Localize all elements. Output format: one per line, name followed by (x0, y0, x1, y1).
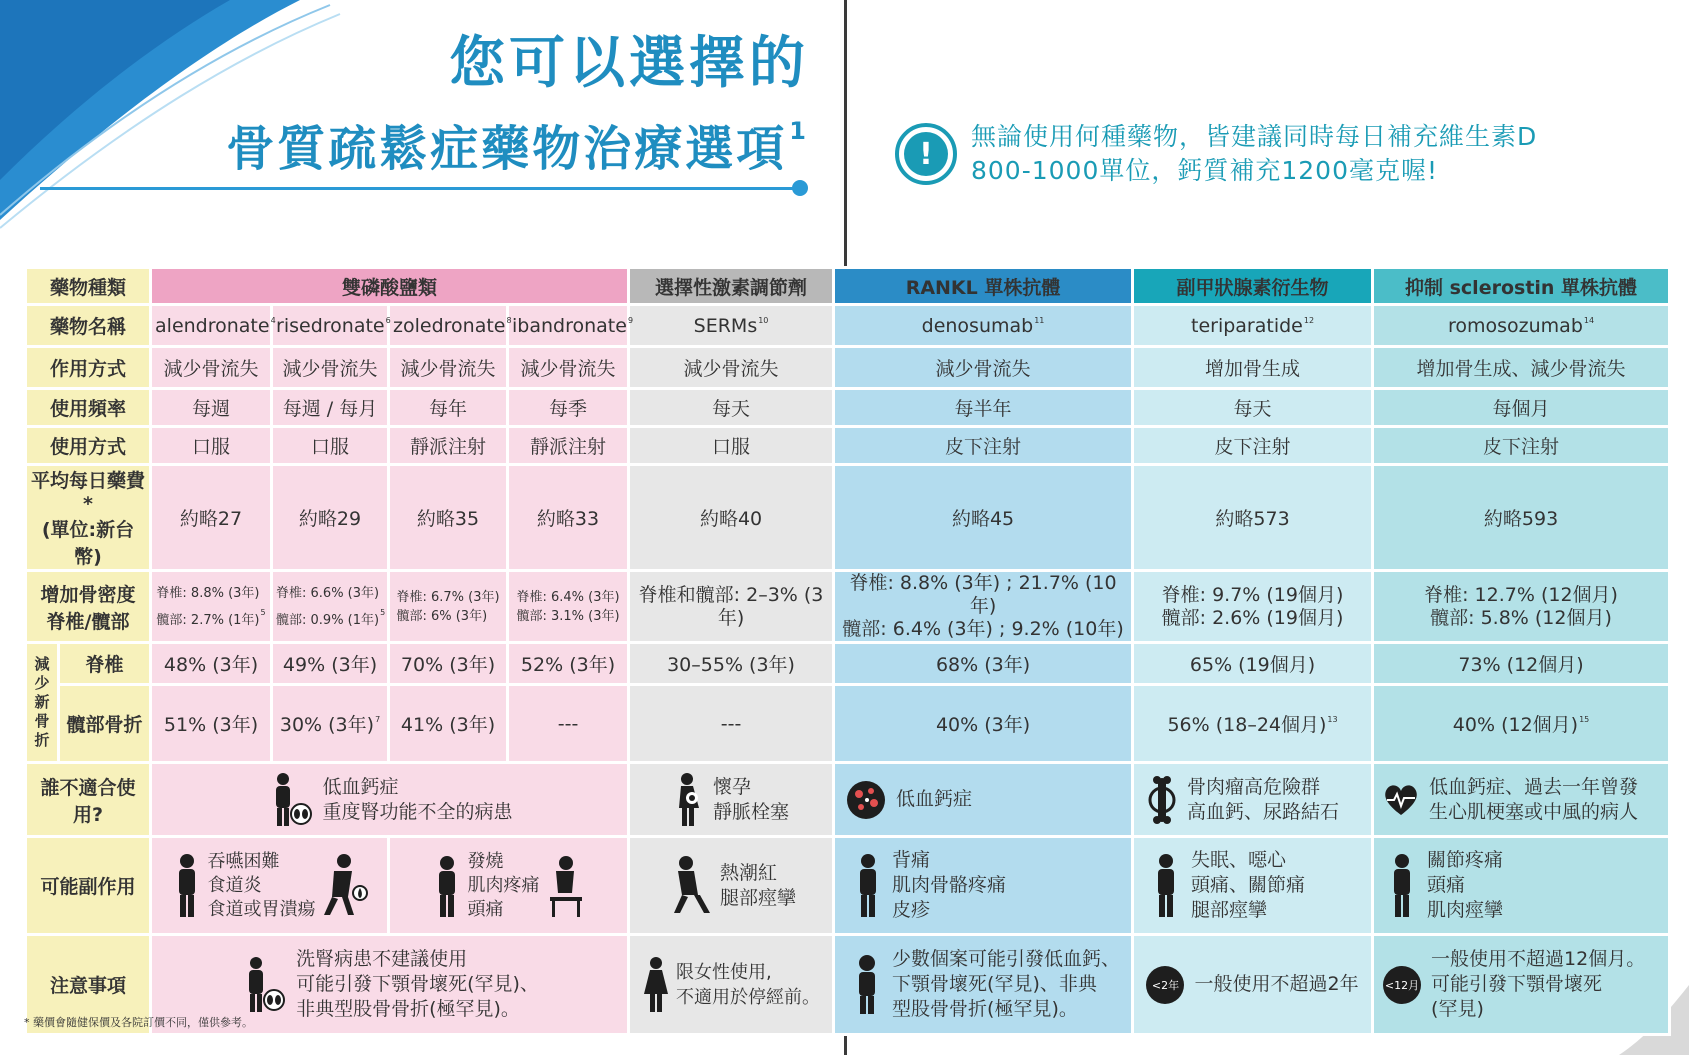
blood-cell-icon (846, 780, 886, 820)
hip-cell: 30% (3年)$^7$ (272, 685, 389, 763)
header-caution: 注意事項 (26, 935, 151, 1035)
drug-name: romosozumab$^{14}$ (1373, 305, 1670, 347)
cost-cell: 約略27 (151, 465, 272, 571)
header-contra: 誰不適合使用? (26, 763, 151, 837)
spine-cell: 68% (3年) (834, 643, 1133, 685)
side-deno: 背痛 肌肉骨骼疼痛 皮疹 (834, 837, 1133, 935)
hip-cell: 51% (3年) (151, 685, 272, 763)
title-line-2: 骨質疏鬆症藥物治療選項$^1$ (226, 117, 809, 177)
cost-cell: 約略593 (1373, 465, 1670, 571)
mechanism-cell: 減少骨流失 (629, 347, 834, 389)
row-drug-name (26, 305, 1670, 347)
mechanism-cell: 增加骨生成、減少骨流失 (1373, 347, 1670, 389)
contra-teri: 骨肉瘤高危險群 高血鈣、尿路結石 (1133, 763, 1373, 837)
pregnant-icon (673, 772, 703, 828)
frequency-cell: 每年 (389, 389, 508, 427)
row-route (26, 427, 1670, 465)
contra-bis: 低血鈣症 重度腎功能不全的病患 (151, 763, 629, 837)
row-frequency (26, 389, 1670, 427)
header-hip: 髖部骨折 (59, 685, 151, 763)
heart-icon (1383, 783, 1419, 817)
header-fracture-group: 減 少 新 骨 折 (26, 643, 59, 763)
contra-deno: 低血鈣症 (834, 763, 1133, 837)
duration-badge-icon: <2年 (1146, 966, 1184, 1004)
row-spine-fracture (26, 643, 1670, 685)
caution-teri: <2年 一般使用不超過2年 (1133, 935, 1373, 1035)
spine-cell: 30–55% (3年) (629, 643, 834, 685)
treatment-table (24, 266, 1671, 1036)
route-cell: 皮下注射 (1373, 427, 1670, 465)
header-category: 藥物種類 (26, 268, 151, 305)
row-bmd (26, 571, 1670, 643)
page-title (226, 30, 809, 182)
frequency-cell: 每半年 (834, 389, 1133, 427)
spine-cell: 49% (3年) (272, 643, 389, 685)
mechanism-cell: 減少骨流失 (834, 347, 1133, 389)
title-underline-dot (792, 180, 808, 196)
route-cell: 靜派注射 (389, 427, 508, 465)
category-bisphosphonates: 雙磷酸鹽類 (151, 268, 629, 305)
category-rankl: RANKL 單株抗體 (834, 268, 1133, 305)
hip-cell: 41% (3年) (389, 685, 508, 763)
route-cell: 靜派注射 (508, 427, 629, 465)
row-cost (26, 465, 1670, 571)
header-frequency: 使用頻率 (26, 389, 151, 427)
cost-cell: 約略40 (629, 465, 834, 571)
spine-cell: 48% (3年) (151, 643, 272, 685)
hip-cell: --- (508, 685, 629, 763)
cost-cell: 約略45 (834, 465, 1133, 571)
spine-cell: 73% (12個月) (1373, 643, 1670, 685)
bmd-cell: 脊椎和髖部: 2–3% (3年) (629, 571, 834, 643)
drug-name: teriparatide$^{12}$ (1133, 305, 1373, 347)
title-ref: 1 (789, 117, 809, 145)
route-cell: 口服 (151, 427, 272, 465)
frequency-cell: 每週 (151, 389, 272, 427)
notice-box (895, 120, 1537, 188)
person-heartburn-icon (322, 853, 368, 919)
drug-name: denosumab$^{11}$ (834, 305, 1133, 347)
person-jaw-icon (852, 954, 882, 1016)
route-cell: 口服 (272, 427, 389, 465)
person-sitting-pain-icon (546, 853, 586, 919)
mechanism-cell: 減少骨流失 (151, 347, 272, 389)
woman-icon (642, 956, 670, 1014)
cost-cell: 約略35 (389, 465, 508, 571)
header-spine: 脊椎 (59, 643, 151, 685)
bmd-cell: 脊椎: 8.8% (3年) ; 21.7% (10年) 髖部: 6.4% (3年) ; 9.2% (10年) (834, 571, 1133, 643)
route-cell: 口服 (629, 427, 834, 465)
header-cost: 平均每日藥費* (單位:新台幣) (26, 465, 151, 571)
header-name: 藥物名稱 (26, 305, 151, 347)
caution-deno: 少數個案可能引發低血鈣、 下顎骨壞死(罕見)、非典 型股骨骨折(極罕見)。 (834, 935, 1133, 1035)
frequency-cell: 每週 / 每月 (272, 389, 389, 427)
side-serms: 熱潮紅 腿部痙攣 (629, 837, 834, 935)
person-cramp-icon (666, 855, 710, 917)
side-iv: 發燒 肌肉疼痛 頭痛 (389, 837, 629, 935)
row-mechanism (26, 347, 1670, 389)
header-side: 可能副作用 (26, 837, 151, 935)
side-teri: 失眠、噁心 頭痛、關節痛 腿部痙攣 (1133, 837, 1373, 935)
drug-name: SERMs$^{10}$ (629, 305, 834, 347)
route-cell: 皮下注射 (1133, 427, 1373, 465)
footnote: * 藥價會隨健保價及各院訂價不同，僅供參考。 (24, 1016, 253, 1029)
side-romo: 關節疼痛 頭痛 肌肉痙攣 (1373, 837, 1670, 935)
mechanism-cell: 增加骨生成 (1133, 347, 1373, 389)
bmd-cell: 脊椎: 6.7% (3年) 髖部: 6% (3年) (389, 571, 508, 643)
spine-cell: 65% (19個月) (1133, 643, 1373, 685)
notice-text: 無論使用何種藥物，皆建議同時每日補充維生素D 800-1000單位，鈣質補充1200毫克喔! (971, 122, 1538, 185)
drug-name: ibandronate$^9$ (508, 305, 629, 347)
side-oral: 吞嚥困難 食道炎 食道或胃潰瘍 (151, 837, 389, 935)
title-line-1: 您可以選擇的 (449, 31, 809, 96)
person-back-pain-icon (852, 853, 882, 919)
contra-romo: 低血鈣症、過去一年曾發 生心肌梗塞或中風的病人 (1373, 763, 1670, 837)
header-route: 使用方式 (26, 427, 151, 465)
bmd-cell: 脊椎: 8.8% (3年) 髖部: 2.7% (1年)$^5$ (151, 571, 272, 643)
cost-cell: 約略573 (1133, 465, 1373, 571)
row-cautions (26, 935, 1670, 1035)
frequency-cell: 每個月 (1373, 389, 1670, 427)
route-cell: 皮下注射 (834, 427, 1133, 465)
hip-cell: 40% (12個月)$^{15}$ (1373, 685, 1670, 763)
category-serms: 選擇性激素調節劑 (629, 268, 834, 305)
title-underline (40, 187, 800, 190)
frequency-cell: 每天 (1133, 389, 1373, 427)
person-kidney-icon (267, 772, 313, 828)
row-hip-fracture (26, 685, 1670, 763)
exclamation-icon: ! (895, 123, 957, 185)
contra-serms: 懷孕 靜脈栓塞 (629, 763, 834, 837)
bmd-cell: 脊椎: 6.6% (3年) 髖部: 0.9% (1年)$^5$ (272, 571, 389, 643)
hip-cell: --- (629, 685, 834, 763)
drug-name: risedronate$^6$ (272, 305, 389, 347)
row-contraindications (26, 763, 1670, 837)
category-sclerostin: 抑制 sclerostin 單株抗體 (1373, 268, 1670, 305)
duration-badge-icon: <12月 (1383, 966, 1421, 1004)
category-pth: 副甲狀腺素衍生物 (1133, 268, 1373, 305)
frequency-cell: 每天 (629, 389, 834, 427)
drug-name: zoledronate$^8$ (389, 305, 508, 347)
person-pain-icon (172, 853, 202, 919)
row-side-effects (26, 837, 1670, 935)
hip-cell: 40% (3年) (834, 685, 1133, 763)
person-kidney-icon (240, 956, 286, 1014)
frequency-cell: 每季 (508, 389, 629, 427)
header-mechanism: 作用方式 (26, 347, 151, 389)
mechanism-cell: 減少骨流失 (508, 347, 629, 389)
spine-cell: 52% (3年) (508, 643, 629, 685)
bmd-cell: 脊椎: 12.7% (12個月) 髖部: 5.8% (12個月) (1373, 571, 1670, 643)
row-category (26, 268, 1670, 305)
caution-romo: <12月 一般使用不超過12個月。 可能引發下顎骨壞死 (罕見) (1373, 935, 1670, 1035)
caution-serms: 限女性使用, 不適用於停經前。 (629, 935, 834, 1035)
mechanism-cell: 減少骨流失 (272, 347, 389, 389)
spine-cell: 70% (3年) (389, 643, 508, 685)
drug-name: alendronate$^4$ (151, 305, 272, 347)
cost-cell: 約略33 (508, 465, 629, 571)
caution-bis: 洗腎病患不建議使用 可能引發下顎骨壞死(罕見)、 非典型股骨骨折(極罕見)。 (151, 935, 629, 1035)
bmd-cell: 脊椎: 6.4% (3年) 髖部: 3.1% (3年) (508, 571, 629, 643)
mechanism-cell: 減少骨流失 (389, 347, 508, 389)
person-joint-pain-icon (1387, 853, 1417, 919)
person-headache-icon (1151, 853, 1181, 919)
header-bmd: 增加骨密度 脊椎/髖部 (26, 571, 151, 643)
hip-cell: 56% (18–24個月)$^{13}$ (1133, 685, 1373, 763)
bone-icon (1147, 775, 1177, 825)
cost-cell: 約略29 (272, 465, 389, 571)
bmd-cell: 脊椎: 9.7% (19個月) 髖部: 2.6% (19個月) (1133, 571, 1373, 643)
person-fever-icon (432, 853, 462, 919)
